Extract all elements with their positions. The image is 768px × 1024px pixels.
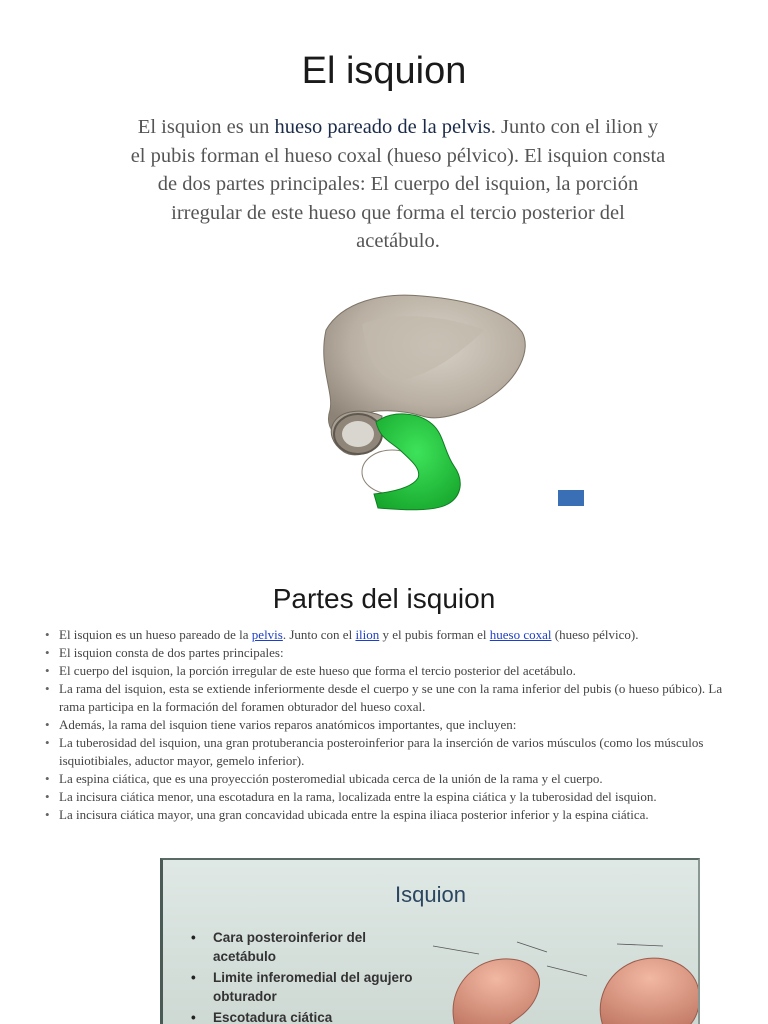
bullet-text: (hueso pélvico).	[551, 627, 639, 642]
slide-list-item: • Cara posteroinferior del acetábulo	[187, 928, 427, 966]
embedded-slide	[160, 858, 700, 1024]
intro-text-start: El isquion es un	[137, 116, 275, 138]
list-item: • La espina ciática, que es una proyección posteromedial ubicada cerca de la unión de la rama y el cuerpo.	[44, 770, 734, 788]
list-item	[44, 626, 734, 644]
bullet-text: El isquion es un hueso pareado de la	[59, 627, 252, 642]
slide-pelvis-illustration	[427, 922, 700, 1024]
slide-title: Isquion	[395, 882, 466, 907]
list-item: • Además, la rama del isquion tiene varios reparos anatómicos importantes, que incluyen:	[44, 716, 734, 734]
slide-list-item: • Limite inferomedial del agujero obturador	[187, 968, 427, 1006]
list-item: • La incisura ciática menor, una escotadura en la rama, localizada entre la espina ciática y la tuberosidad del isquion.	[44, 788, 734, 806]
list-item: • La tuberosidad del isquion, una gran protuberancia posteroinferior para la inserción de varios músculos (como los músculos isquiotibiales, aductor mayor, gemelo inferior).	[44, 734, 734, 770]
parts-list	[44, 626, 734, 824]
intro-text-rest: . Junto con el ilion y el pubis forman el hueso coxal (hueso pélvico). El isquion consta de dos partes principales: El cuerpo del isquion, la porción irregular de este hueso que forma el tercio posterior del acetábulo.	[130, 116, 666, 252]
hip-bone-illustration	[222, 282, 598, 518]
bullet-text: y el pubis forman el	[379, 627, 490, 642]
link-hueso-coxal[interactable]: hueso coxal	[489, 627, 552, 642]
bullet-text: . Junto con el	[282, 627, 356, 642]
list-item: • El cuerpo del isquion, la porción irregular de este hueso que forma el tercio posterior del acetábulo.	[44, 662, 734, 680]
slide-list-item: • Escotadura ciática	[187, 1008, 427, 1024]
list-item: • El isquion consta de dos partes principales:	[44, 644, 734, 662]
link-ilion[interactable]: ilion	[355, 627, 380, 642]
intro-paragraph	[128, 113, 668, 256]
list-item: • La incisura ciática mayor, una gran concavidad ubicada entre la espina iliaca posterior inferior y la espina ciática.	[44, 806, 734, 824]
left-hip-bone	[453, 959, 539, 1024]
link-pelvis[interactable]: pelvis	[251, 627, 283, 642]
right-hip-bone	[600, 958, 699, 1024]
page-title: El isquion	[301, 50, 467, 92]
slide-bullet-list	[187, 928, 427, 1024]
section-title: Partes del isquion	[272, 583, 496, 614]
list-item: • La rama del isquion, esta se extiende inferiormente desde el cuerpo y se une con la rama inferior del pubis (o hueso púbico). La rama participa en la formación del foramen obturador del hueso coxal.	[44, 680, 734, 716]
intro-highlight: hueso pareado de la pelvis	[274, 116, 491, 138]
